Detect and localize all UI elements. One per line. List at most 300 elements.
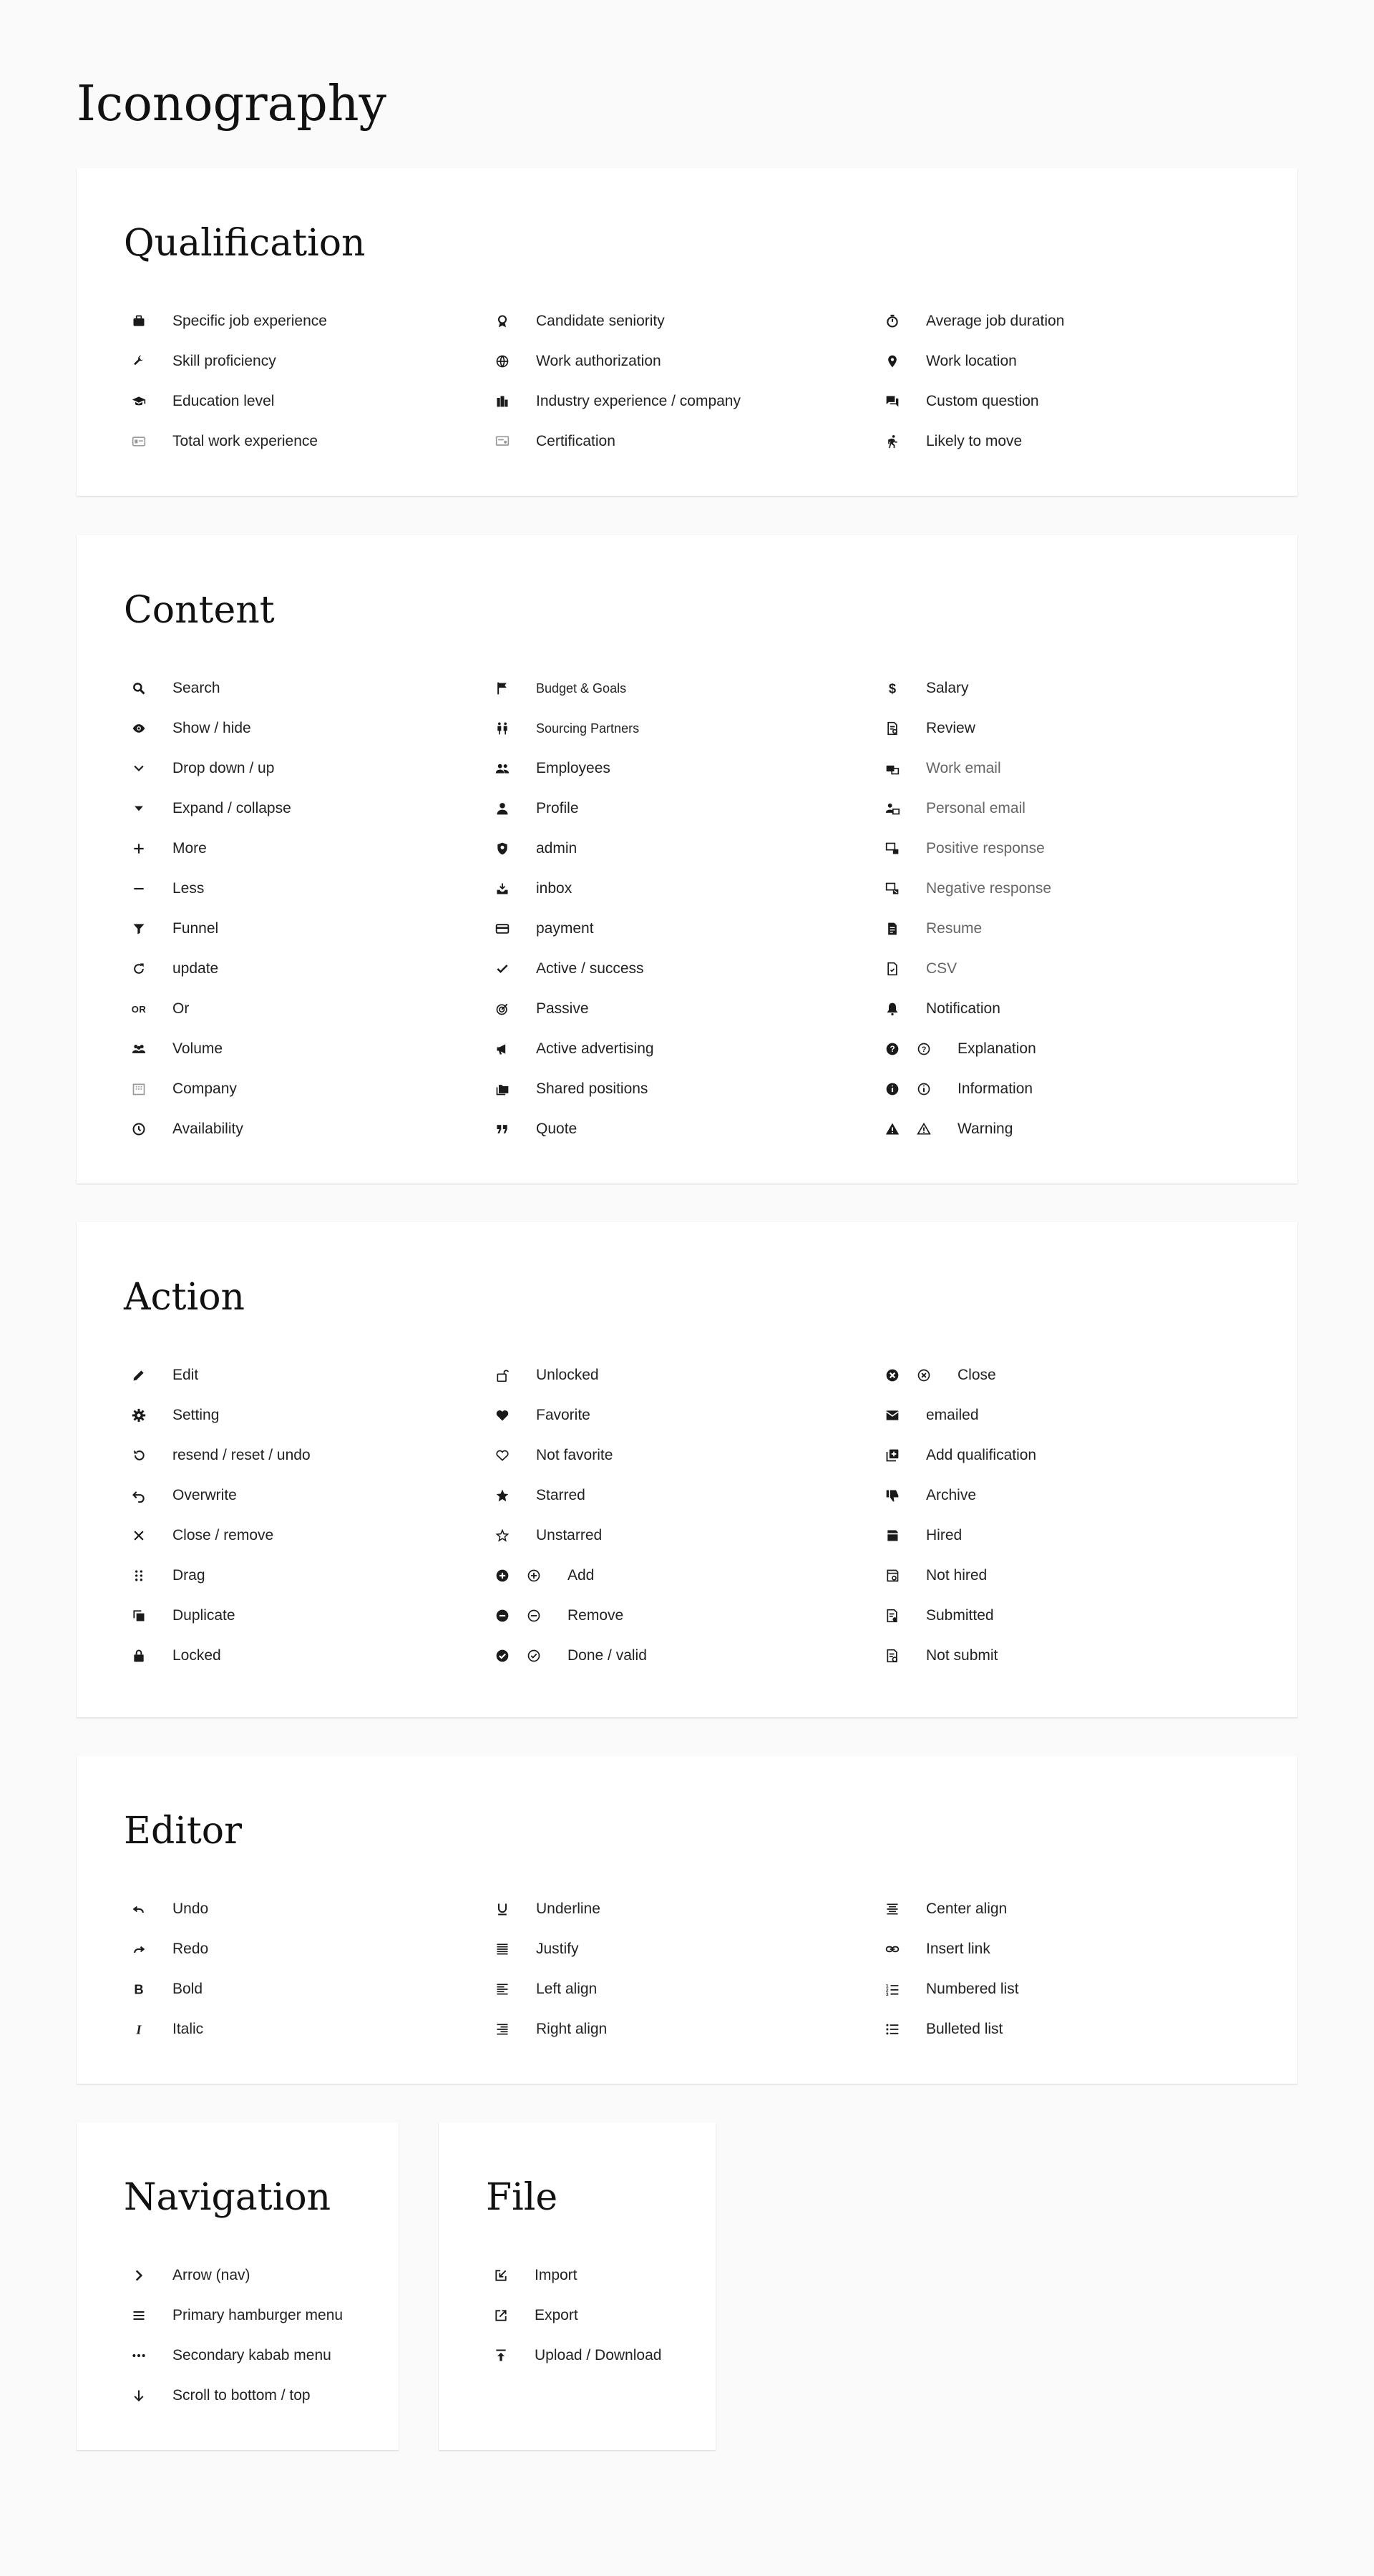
remove-circle-icon xyxy=(494,1608,510,1624)
icon-label: Arrow (nav) xyxy=(172,2267,250,2283)
negative-response-icon xyxy=(885,881,900,897)
chat-bubbles-icon xyxy=(885,394,900,409)
gear-icon xyxy=(131,1407,147,1423)
icon-list-item xyxy=(487,341,741,381)
icon-list-item xyxy=(124,1889,208,1929)
icon-list-item xyxy=(487,1596,647,1636)
undo-arrow-icon xyxy=(131,1488,147,1503)
icon-label: Positive response xyxy=(926,840,1045,857)
icon-label: update xyxy=(172,960,219,977)
icon-label: Duplicate xyxy=(172,1607,235,1624)
icon-list-item xyxy=(124,1516,311,1556)
certificate-icon xyxy=(494,434,510,449)
icon-list-item xyxy=(877,1475,1036,1516)
undo-icon xyxy=(131,1901,147,1917)
editor-section xyxy=(77,1756,1297,2084)
icon-label: Active / success xyxy=(536,960,644,977)
icon-list-item xyxy=(877,748,1051,789)
star-outline-icon xyxy=(494,1528,510,1543)
icon-label: emailed xyxy=(926,1407,979,1423)
icon-label: Candidate seniority xyxy=(536,313,665,329)
icon-list-item xyxy=(487,869,654,909)
checkmark-icon xyxy=(494,961,510,977)
icon-list-item xyxy=(877,1556,1036,1596)
icon-label: Hired xyxy=(926,1527,963,1543)
icon-label: Favorite xyxy=(536,1407,590,1423)
icon-label: Average job duration xyxy=(926,313,1065,329)
icon-list-item xyxy=(487,1636,647,1676)
icon-label: Not submit xyxy=(926,1647,998,1664)
section-title: Editor xyxy=(124,1810,242,1853)
svg-text:B: B xyxy=(134,1982,144,1996)
icon-list-item xyxy=(124,1395,311,1435)
icon-label: Sourcing Partners xyxy=(536,721,640,736)
icon-list-item xyxy=(877,1596,1036,1636)
icon-list-item xyxy=(877,829,1051,869)
icon-list-item xyxy=(487,1475,647,1516)
icon-label: Notification xyxy=(926,1000,1000,1017)
icon-label: Work location xyxy=(926,353,1017,369)
icon-list-item xyxy=(487,301,741,341)
icon-list-item xyxy=(487,1516,647,1556)
clock-icon xyxy=(131,1121,147,1137)
svg-text:?: ? xyxy=(921,1045,927,1055)
section-title: Action xyxy=(124,1276,245,1319)
check-circle-icon xyxy=(494,1648,510,1664)
icon-label: CSV xyxy=(926,960,958,977)
not-submit-icon xyxy=(885,1648,900,1664)
unlock-icon xyxy=(494,1367,510,1383)
icon-list-item xyxy=(877,1355,1036,1395)
icon-label: admin xyxy=(536,840,578,857)
question-circle-outline-icon xyxy=(916,1041,932,1057)
thumbs-down-icon xyxy=(885,1488,900,1503)
icon-label: Import xyxy=(535,2267,578,2283)
icon-list-item xyxy=(124,1929,208,1969)
icon-list-item xyxy=(487,989,654,1029)
add-circle-icon xyxy=(494,1568,510,1584)
icon-label: Center align xyxy=(926,1901,1008,1917)
employees-icon xyxy=(494,761,510,776)
lock-icon xyxy=(131,1648,147,1664)
icon-label: Volume xyxy=(172,1040,223,1057)
icon-label: Edit xyxy=(172,1367,199,1383)
icon-label: Less xyxy=(172,880,205,897)
icon-label: Unlocked xyxy=(536,1367,599,1383)
icon-label: Unstarred xyxy=(536,1527,603,1543)
warning-triangle-outline-icon xyxy=(916,1121,932,1137)
info-circle-outline-icon xyxy=(916,1081,932,1097)
icon-label: Close / remove xyxy=(172,1527,274,1543)
icon-label: Justify xyxy=(536,1941,579,1957)
reset-icon xyxy=(131,1448,147,1463)
resume-document-icon xyxy=(885,921,900,937)
heart-outline-icon xyxy=(494,1448,510,1463)
numbered-list-icon xyxy=(885,1981,900,1997)
hamburger-icon xyxy=(131,2308,147,2323)
icon-list-item xyxy=(877,949,1051,989)
icon-label: Custom question xyxy=(926,393,1039,409)
icon-label: Funnel xyxy=(172,920,219,937)
svg-text:$: $ xyxy=(888,681,897,696)
icon-label: Profile xyxy=(536,800,579,816)
icon-list-item xyxy=(486,2255,661,2296)
import-icon xyxy=(493,2268,509,2283)
icon-list-item xyxy=(487,1109,654,1149)
heart-filled-icon xyxy=(494,1407,510,1423)
icon-label: Show / hide xyxy=(172,720,251,736)
award-icon xyxy=(494,313,510,329)
icon-label: Right align xyxy=(536,2021,608,2037)
icon-list-item xyxy=(877,1636,1036,1676)
icon-list-item xyxy=(877,301,1064,341)
icon-list-item xyxy=(124,1355,311,1395)
icon-label: Bold xyxy=(172,1981,203,1997)
icon-label: Warning xyxy=(958,1121,1013,1137)
partners-icon xyxy=(494,721,510,736)
icon-list-item xyxy=(486,2336,661,2376)
close-icon xyxy=(131,1528,147,1543)
inbox-icon xyxy=(494,881,510,897)
section-title: Qualification xyxy=(124,222,366,265)
icon-list-item xyxy=(124,1109,291,1149)
icon-label: Shared positions xyxy=(536,1080,648,1097)
icon-label: Employees xyxy=(536,760,610,776)
bell-icon xyxy=(885,1001,900,1017)
running-person-icon xyxy=(885,434,900,449)
icon-list-item xyxy=(124,2376,343,2416)
icon-label: Drag xyxy=(172,1567,205,1584)
add-circle-outline-icon xyxy=(526,1568,542,1584)
icon-label: Total work experience xyxy=(172,433,318,449)
icon-label: Redo xyxy=(172,1941,209,1957)
action-section xyxy=(77,1222,1297,1717)
remove-circle-outline-icon xyxy=(526,1608,542,1624)
upload-icon xyxy=(493,2348,509,2363)
right-align-icon xyxy=(494,2021,510,2037)
icon-label: Not hired xyxy=(926,1567,988,1584)
icon-label: Upload / Download xyxy=(535,2347,662,2363)
csv-document-icon xyxy=(885,961,900,977)
personal-email-icon xyxy=(885,801,900,816)
flag-icon xyxy=(494,680,510,696)
credit-card-icon xyxy=(494,921,510,937)
icon-list-item xyxy=(487,1929,607,1969)
icon-label: Italic xyxy=(172,2021,204,2037)
target-icon xyxy=(494,1001,510,1017)
icon-label: Drop down / up xyxy=(172,760,275,776)
bulleted-list-icon xyxy=(885,2021,900,2037)
icon-list-item xyxy=(124,2009,208,2049)
icon-list-item xyxy=(877,341,1064,381)
svg-text:3: 3 xyxy=(885,1992,889,1996)
dollar-icon xyxy=(885,680,900,696)
icon-list-item xyxy=(877,1929,1019,1969)
icon-list-item xyxy=(877,1395,1036,1435)
icon-label: Numbered list xyxy=(926,1981,1019,1997)
briefcase-icon xyxy=(131,313,147,329)
icon-label: Education level xyxy=(172,393,275,409)
icon-label: Specific job experience xyxy=(172,313,327,329)
icon-list-item xyxy=(487,1435,647,1475)
info-circle-icon xyxy=(885,1081,900,1097)
icon-list-item xyxy=(877,668,1051,708)
icon-list-item xyxy=(124,341,327,381)
icon-list-item xyxy=(124,909,291,949)
icon-label: Remove xyxy=(567,1607,624,1624)
icon-label: Industry experience / company xyxy=(536,393,741,409)
or-icon: OR xyxy=(131,1003,147,1015)
icon-label: Setting xyxy=(172,1407,220,1423)
left-align-icon xyxy=(494,1981,510,1997)
icon-list-item xyxy=(124,1435,311,1475)
icon-list-item xyxy=(124,1969,208,2009)
icon-label: Overwrite xyxy=(172,1487,237,1503)
icon-list-item xyxy=(487,1355,647,1395)
icon-list-item xyxy=(124,989,291,1029)
icon-list-item xyxy=(877,381,1064,421)
icon-list-item xyxy=(487,909,654,949)
icon-list-item xyxy=(487,381,741,421)
section-title: Content xyxy=(124,589,275,632)
icon-list-item xyxy=(124,949,291,989)
icon-label: Add qualification xyxy=(926,1447,1037,1463)
icon-list-item xyxy=(487,949,654,989)
icon-list-item xyxy=(487,1069,654,1109)
icon-label: resend / reset / undo xyxy=(172,1447,311,1463)
center-align-icon xyxy=(885,1901,900,1917)
megaphone-icon xyxy=(494,1041,510,1057)
icon-list-item xyxy=(487,789,654,829)
icon-label: inbox xyxy=(536,880,572,897)
icon-list-item xyxy=(487,829,654,869)
icon-label: Close xyxy=(958,1367,996,1383)
icon-list-item xyxy=(877,789,1051,829)
pencil-icon xyxy=(131,1367,147,1383)
icon-list-item xyxy=(877,421,1064,462)
icon-list-item xyxy=(877,989,1051,1029)
icon-list-item xyxy=(124,2296,343,2336)
icon-label: Archive xyxy=(926,1487,977,1503)
person-icon xyxy=(494,801,510,816)
icon-label: Skill proficiency xyxy=(172,353,276,369)
drag-handle-icon xyxy=(131,1568,147,1584)
svg-text:I: I xyxy=(136,2022,142,2036)
redo-icon xyxy=(131,1941,147,1957)
icon-label: Starred xyxy=(536,1487,585,1503)
icon-list-item xyxy=(124,2255,343,2296)
icon-label: Negative response xyxy=(926,880,1052,897)
svg-text:2: 2 xyxy=(885,1988,889,1994)
icon-list-item xyxy=(487,668,654,708)
icon-list-item xyxy=(877,1969,1019,2009)
icon-list-item xyxy=(877,1435,1036,1475)
icon-list-item xyxy=(877,708,1051,748)
icon-list-item xyxy=(487,1969,607,2009)
hired-icon xyxy=(885,1528,900,1543)
plus-icon xyxy=(131,841,147,857)
icon-label: Locked xyxy=(172,1647,221,1664)
add-to-library-icon xyxy=(885,1448,900,1463)
icon-label: Expand / collapse xyxy=(172,800,291,816)
icon-list-item xyxy=(877,909,1051,949)
icon-list-item xyxy=(124,869,291,909)
company-building-icon xyxy=(131,1081,147,1097)
icon-list-item xyxy=(124,301,327,341)
review-document-icon xyxy=(885,721,900,736)
star-filled-icon xyxy=(494,1488,510,1503)
wrench-icon xyxy=(131,353,147,369)
envelope-icon xyxy=(885,1407,900,1423)
not-hired-icon xyxy=(885,1568,900,1584)
icon-label: Active advertising xyxy=(536,1040,654,1057)
icon-list-item xyxy=(487,1029,654,1069)
close-circle-icon xyxy=(885,1367,900,1383)
icon-label: Personal email xyxy=(926,800,1025,816)
icon-list-item xyxy=(487,708,654,748)
folders-icon xyxy=(494,1081,510,1097)
location-pin-icon xyxy=(885,353,900,369)
icon-label: Or xyxy=(172,1000,190,1017)
graduation-cap-icon xyxy=(131,394,147,409)
icon-label: Add xyxy=(567,1567,595,1584)
icon-list-item xyxy=(877,1516,1036,1556)
icon-label: Quote xyxy=(536,1121,578,1137)
icon-label: payment xyxy=(536,920,594,937)
icon-list-item xyxy=(877,1109,1051,1149)
icon-list-item xyxy=(124,668,291,708)
icon-label: Passive xyxy=(536,1000,589,1017)
section-title: File xyxy=(486,2176,558,2219)
work-email-icon xyxy=(885,761,900,776)
icon-label: Budget & Goals xyxy=(536,680,627,696)
icon-label: Search xyxy=(172,680,220,696)
chevron-down-icon xyxy=(131,761,147,776)
italic-icon xyxy=(131,2021,147,2037)
section-title: Navigation xyxy=(124,2176,331,2219)
icon-list-item xyxy=(877,1069,1051,1109)
icon-list-item xyxy=(124,1596,311,1636)
icon-label: More xyxy=(172,840,207,857)
group-icon xyxy=(131,1041,147,1057)
icon-label: Export xyxy=(535,2307,578,2323)
icon-list-item xyxy=(487,748,654,789)
icon-list-item xyxy=(487,421,741,462)
icon-label: Work email xyxy=(926,760,1001,776)
icon-list-item xyxy=(124,1636,311,1676)
icon-label: Primary hamburger menu xyxy=(172,2307,344,2323)
icon-list-item xyxy=(124,1029,291,1069)
icon-list-item xyxy=(877,1029,1051,1069)
qualification-section xyxy=(77,168,1297,496)
underline-icon xyxy=(494,1901,510,1917)
icon-list-item xyxy=(124,1556,311,1596)
icon-label: Not favorite xyxy=(536,1447,613,1463)
icon-list-item xyxy=(877,869,1051,909)
icon-list-item xyxy=(486,2296,661,2336)
icon-label: Underline xyxy=(536,1901,600,1917)
buildings-icon xyxy=(494,394,510,409)
check-circle-outline-icon xyxy=(526,1648,542,1664)
search-icon xyxy=(131,680,147,696)
quote-icon xyxy=(494,1121,510,1137)
icon-list-item xyxy=(124,789,291,829)
icon-list-item xyxy=(124,748,291,789)
svg-text:?: ? xyxy=(890,1045,895,1055)
link-icon xyxy=(885,1941,900,1957)
icon-list-item xyxy=(487,1395,647,1435)
icon-list-item xyxy=(487,1556,647,1596)
icon-label: Insert link xyxy=(926,1941,990,1957)
icon-label: Undo xyxy=(172,1901,209,1917)
icon-label: Availability xyxy=(172,1121,243,1137)
content-section xyxy=(77,535,1297,1184)
funnel-icon xyxy=(131,921,147,937)
icon-label: Company xyxy=(172,1080,237,1097)
duplicate-icon xyxy=(131,1608,147,1624)
close-circle-outline-icon xyxy=(916,1367,932,1383)
icon-list-item xyxy=(124,2336,343,2376)
eye-icon xyxy=(131,721,147,736)
icon-label: Work authorization xyxy=(536,353,661,369)
page-title: Iconography xyxy=(77,76,386,132)
more-horizontal-icon xyxy=(131,2348,147,2363)
chevron-right-icon xyxy=(131,2268,147,2283)
icon-label: Explanation xyxy=(958,1040,1036,1057)
icon-label: Done / valid xyxy=(567,1647,647,1664)
icon-label: Review xyxy=(926,720,975,736)
shield-user-icon xyxy=(494,841,510,857)
icon-label: Resume xyxy=(926,920,983,937)
icon-label: Salary xyxy=(926,680,969,696)
icon-label: Left align xyxy=(536,1981,598,1997)
icon-list-item xyxy=(124,708,291,748)
icon-list-item xyxy=(124,829,291,869)
question-circle-icon xyxy=(885,1041,900,1057)
warning-triangle-icon xyxy=(885,1121,900,1137)
icon-list-item xyxy=(877,1889,1019,1929)
icon-label: Likely to move xyxy=(926,433,1023,449)
icon-label: Secondary kabab menu xyxy=(172,2347,331,2363)
icon-list-item xyxy=(487,2009,607,2049)
svg-text:1: 1 xyxy=(885,1984,889,1989)
positive-response-icon xyxy=(885,841,900,857)
globe-icon xyxy=(494,353,510,369)
icon-label: Submitted xyxy=(926,1607,994,1624)
icon-label: Information xyxy=(958,1080,1033,1097)
icon-list-item xyxy=(124,421,327,462)
icon-list-item xyxy=(487,1889,607,1929)
icon-label: Certification xyxy=(536,433,615,449)
icon-list-item xyxy=(124,1069,291,1109)
stopwatch-icon xyxy=(885,313,900,329)
minus-icon xyxy=(131,881,147,897)
icon-list-item xyxy=(877,2009,1019,2049)
icon-list-item xyxy=(124,381,327,421)
icon-label: Bulleted list xyxy=(926,2021,1003,2037)
arrow-down-icon xyxy=(131,2388,147,2404)
export-icon xyxy=(493,2308,509,2323)
submitted-icon xyxy=(885,1608,900,1624)
icon-list-item xyxy=(124,1475,311,1516)
id-card-icon xyxy=(131,434,147,449)
justify-icon xyxy=(494,1941,510,1957)
file-section xyxy=(439,2122,716,2450)
navigation-section xyxy=(77,2122,399,2450)
caret-down-icon xyxy=(131,801,147,816)
icon-label: Scroll to bottom / top xyxy=(172,2387,311,2404)
refresh-icon xyxy=(131,961,147,977)
